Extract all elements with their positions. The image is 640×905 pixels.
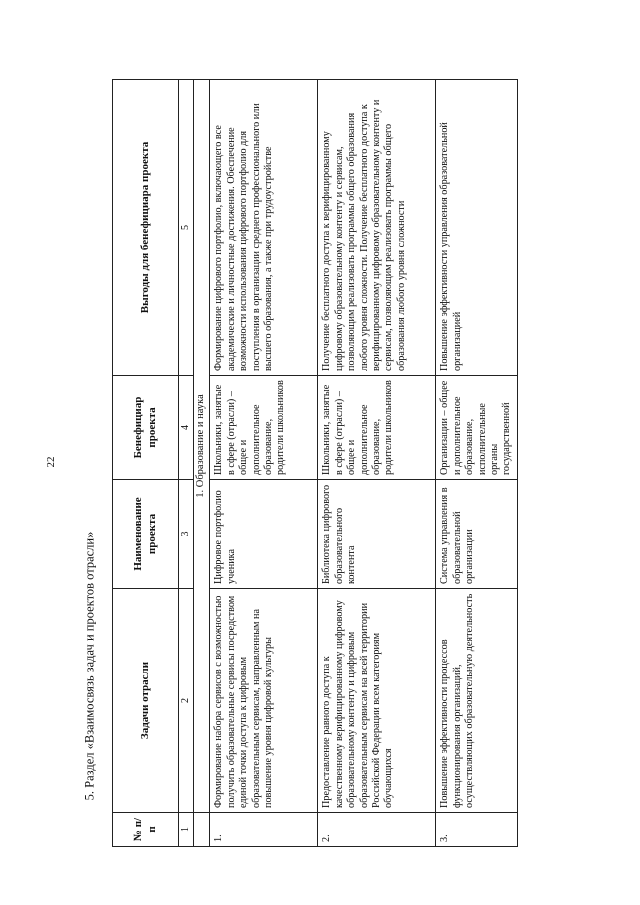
benefits-cell: Повышение эффективности управления образовательной организацией [436,80,518,376]
column-number: 4 [179,376,194,480]
section-label: 1. Образование и наука [194,80,210,813]
task-cell: Формирование набора сервисов с возможностью получить образовательные сервисы посредством единой точки доступа к цифровым образовательным сервисам, направленным на повышение уровня цифровой культуры [210,589,318,813]
section-heading: 5. Раздел «Взаимосвязь задач и проектов отрасли» [82,531,97,801]
column-number: 3 [179,480,194,589]
benefits-cell: Получение бесплатного доступа к верифицированному цифровому образовательному контенту и сервисам, позволяющим реализовать программы общего образования любого уровня сложности. Получение бесплатного доступа к верифицированному цифровому образовательному контенту и сервисам, позволяющим реализовать программы общего образования любого уровня сложности [318,80,436,376]
header-project: Наименование проекта [113,480,179,589]
header-num: № п/п [113,813,179,847]
beneficiary-cell: Школьники, занятые в сфере (отрасли) – общее и дополнительное образование, родители школьников [318,376,436,480]
row-number: 2. [318,813,436,847]
beneficiary-cell: Организации – общее и дополнительное образование, исполнительные органы государственной [436,376,518,480]
project-cell: Цифровое портфолио ученика [210,480,318,589]
row-number: 3. [436,813,518,847]
column-number: 2 [179,589,194,813]
task-cell: Повышение эффективности процессов функционирования организаций, осуществляющих образовательную деятельность [436,589,518,813]
table-container [112,80,513,847]
column-number: 5 [179,80,194,376]
row-number: 1. [210,813,318,847]
page-number: 22 [45,456,57,468]
tasks-projects-table [112,79,518,847]
project-cell: Система управления в образовательной организации [436,480,518,589]
benefits-cell: Формирование цифрового портфолио, включающего все академические и личностные достижения. Обеспечение возможности использования цифрового портфолио для поступления в организации среднего профессионального или высшего образования, а также при трудоустройстве [210,80,318,376]
table-row [318,80,436,847]
table-row [210,80,318,847]
project-cell: Библиотека цифрового образовательного контента [318,480,436,589]
header-beneficiary: Бенефициар проекта [113,376,179,480]
section-row-blank [194,813,210,847]
task-cell: Предоставление равного доступа к качественному верифицированному цифровому образовательному контенту и цифровым образовательным сервисам на всей территории Российской Федерации всем категориям обучающихся [318,589,436,813]
column-number: 1 [179,813,194,847]
table-row [436,80,518,847]
section-row [194,80,210,847]
header-task: Задачи отрасли [113,589,179,813]
column-number-row [179,80,194,847]
header-row [113,80,179,847]
beneficiary-cell: Школьники, занятые в сфере (отрасли) – общее и дополнительное образование, родители школьников [210,376,318,480]
header-benefits: Выгоды для бенефициара проекта [113,80,179,376]
